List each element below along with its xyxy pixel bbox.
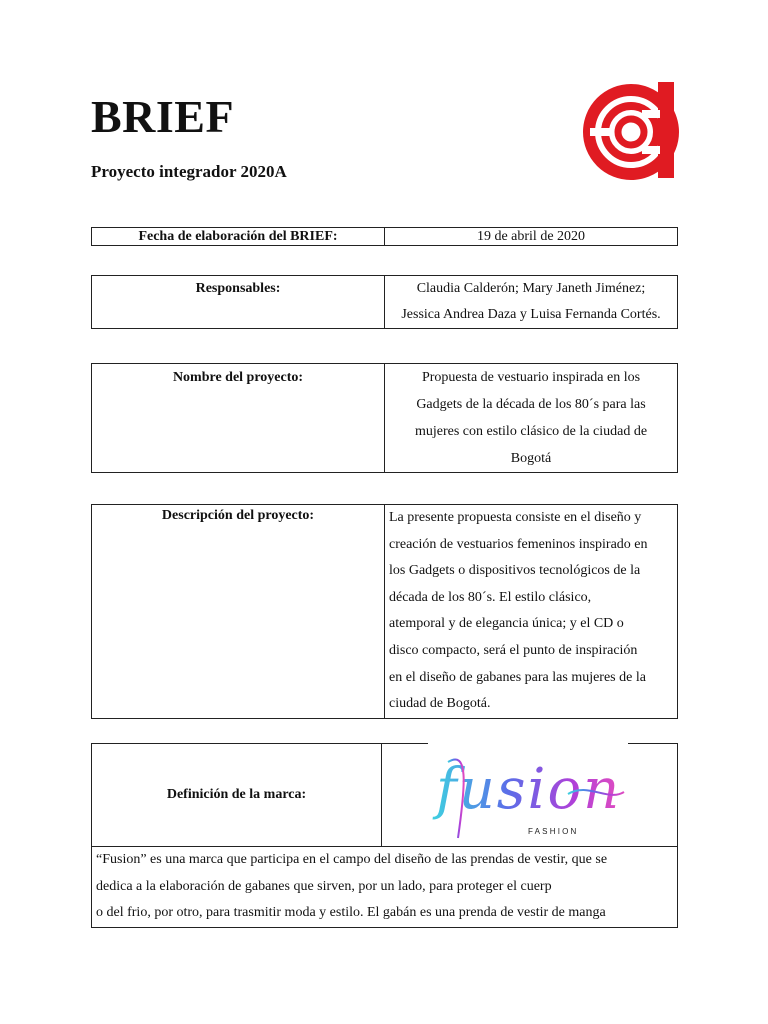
- nombre-line: Propuesta de vestuario inspirada en los: [421, 370, 641, 385]
- nombre-line: Gadgets de la década de los 80´s para las: [416, 397, 646, 412]
- descripcion-line: los Gadgets o dispositivos tecnológicos de la: [389, 563, 641, 579]
- descripcion-line: década de los 80´s. El estilo clásico,: [389, 589, 592, 605]
- nombre-table: [91, 363, 678, 473]
- descripcion-value: [385, 505, 678, 719]
- fecha-value: 19 de abril de 2020: [385, 228, 678, 246]
- descripcion-line: ciudad de Bogotá.: [389, 696, 491, 712]
- descripcion-line: atemporal y de elegancia única; y el CD o: [389, 616, 624, 632]
- nombre-line: mujeres con estilo clásico de la ciudad de: [414, 424, 648, 439]
- descripcion-label: Descripción del proyecto:: [92, 505, 385, 719]
- marca-body-line: dedica a la elaboración de gabanes que sirven, por un lado, para proteger el cuerp: [96, 878, 552, 894]
- marca-body-line: “Fusion” es una marca que participa en el campo del diseño de las prendas de vestir, que se: [96, 852, 608, 867]
- descripcion-line: disco compacto, será el punto de inspiración: [389, 642, 638, 658]
- marca-body: [92, 847, 678, 928]
- fusion-brand-logo: [428, 742, 628, 844]
- descripcion-line: en el diseño de gabanes para las mujeres de la: [389, 669, 646, 685]
- nombre-value: [385, 364, 678, 473]
- nombre-line: Bogotá: [510, 451, 552, 466]
- marca-body-line: o del frio, por otro, para trasmitir moda y estilo. El gabán es una prenda de vestir de manga: [96, 905, 606, 920]
- document-subtitle: Proyecto integrador 2020A: [91, 162, 287, 181]
- descripcion-table: [91, 504, 678, 719]
- company-logo-icon: [582, 80, 680, 180]
- marca-table: [91, 743, 678, 928]
- document-title: BRIEF: [91, 91, 235, 142]
- responsables-line: Jessica Andrea Daza y Luisa Fernanda Cortés.: [401, 307, 661, 322]
- responsables-value: [385, 276, 678, 329]
- fecha-label: Fecha de elaboración del BRIEF:: [92, 228, 385, 246]
- descripcion-line: La presente propuesta consiste en el diseño y: [389, 510, 642, 525]
- fusion-logo-subtext: FASHION: [528, 827, 579, 836]
- descripcion-line: creación de vestuarios femeninos inspirado en: [389, 536, 648, 552]
- responsables-table: [91, 275, 678, 329]
- responsables-line: Claudia Calderón; Mary Janeth Jiménez;: [416, 281, 646, 296]
- responsables-label: Responsables:: [92, 276, 385, 329]
- marca-label: Definición de la marca:: [92, 744, 382, 847]
- fecha-table: [91, 227, 678, 246]
- fusion-logo-text: fusion: [436, 757, 622, 822]
- brand-logo-cell: [382, 744, 678, 847]
- nombre-label: Nombre del proyecto:: [92, 364, 385, 473]
